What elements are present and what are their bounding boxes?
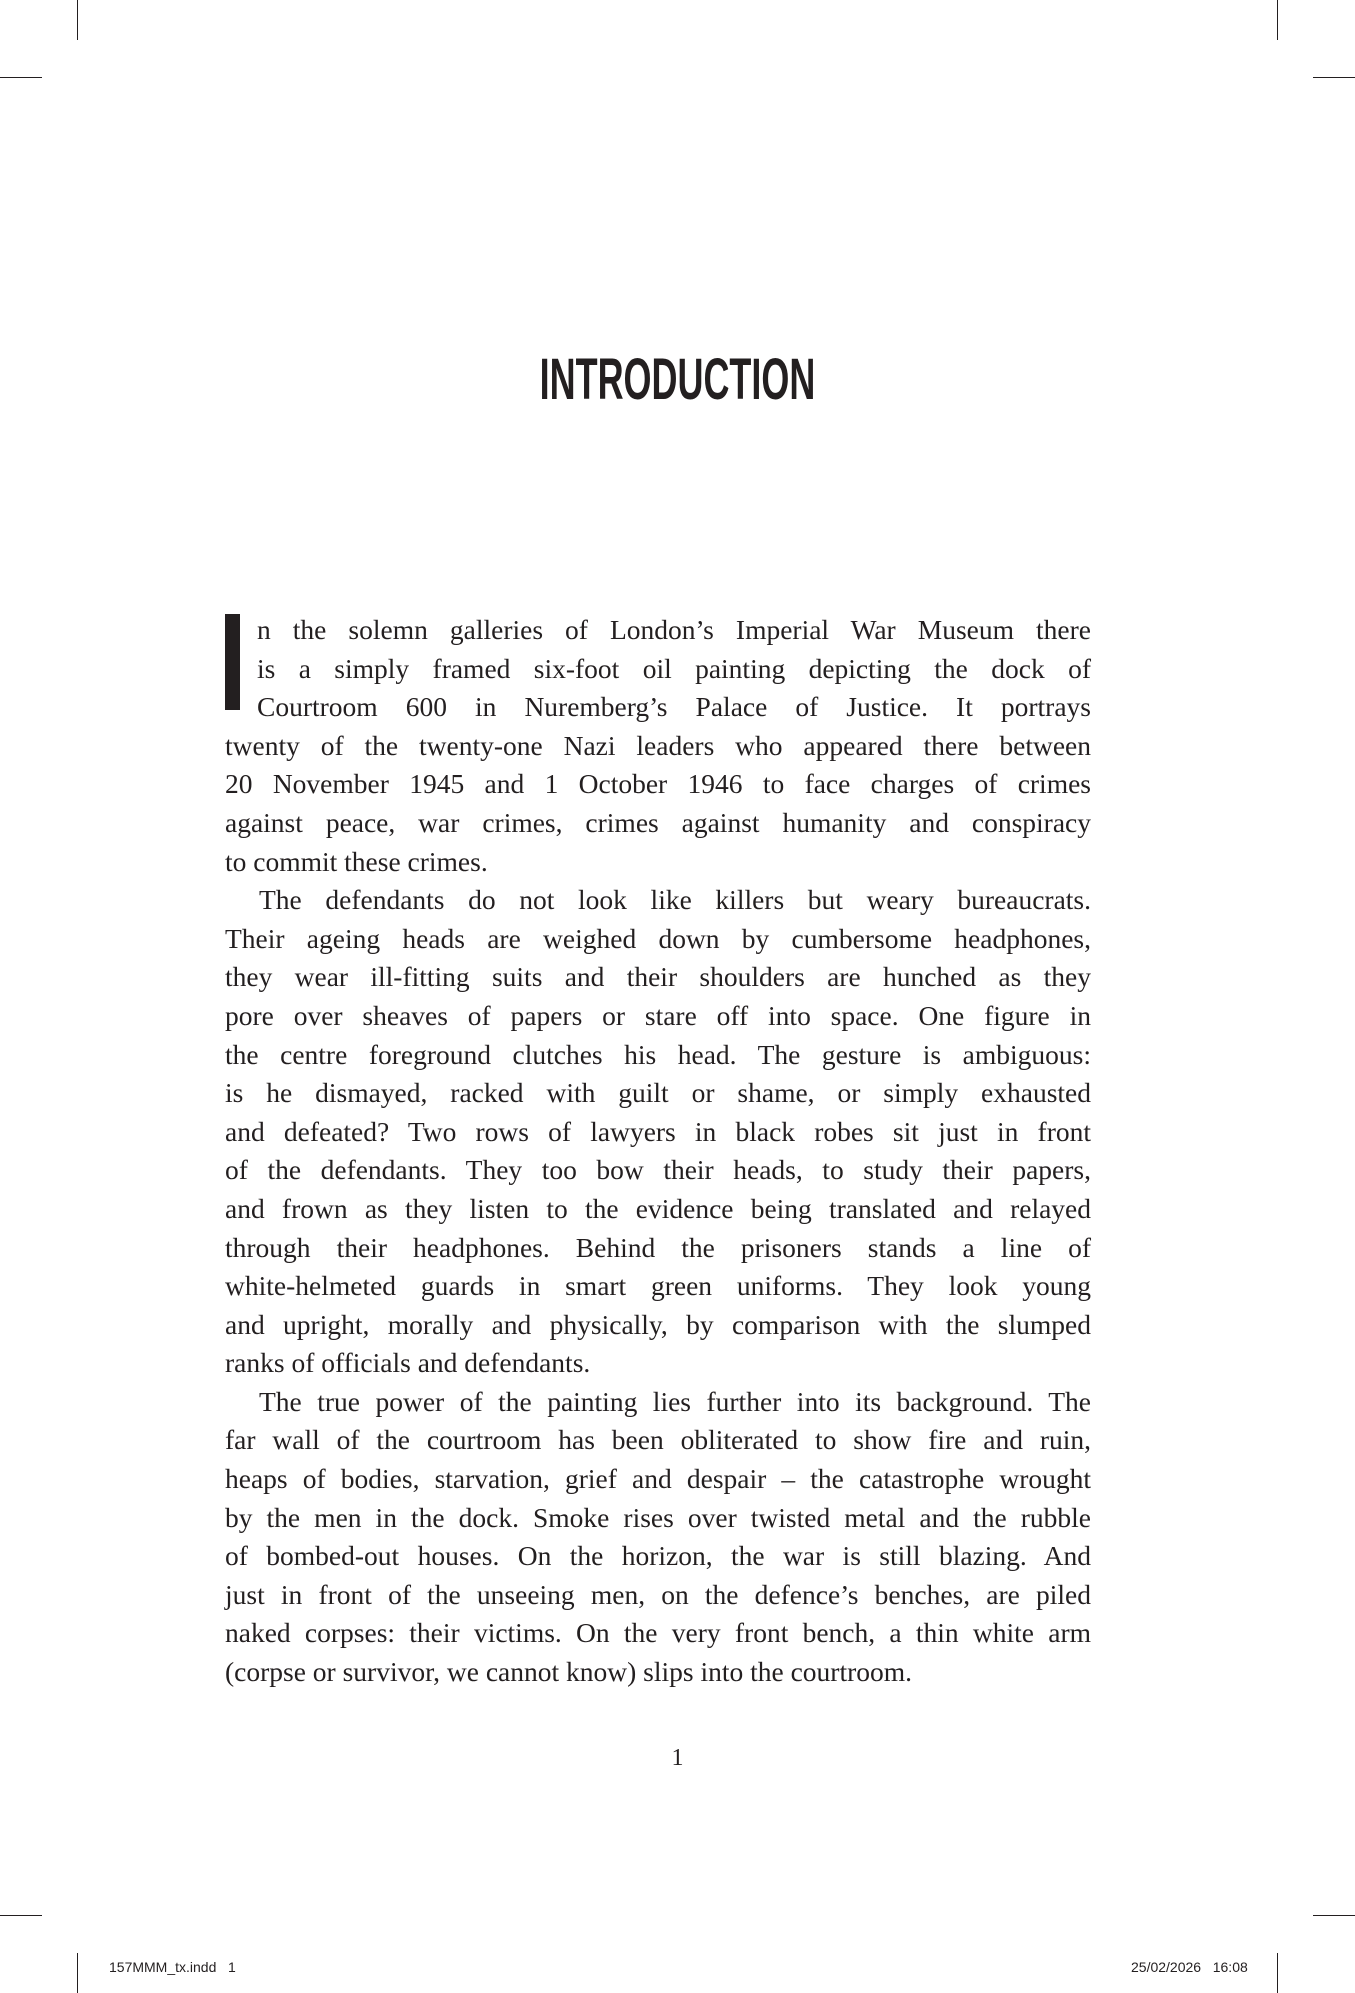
paragraph-line: far wall of the courtroom has been obliterated to show fire and ruin, <box>225 1424 1091 1456</box>
paragraph-line: of the defendants. They too bow their heads, to study their papers, <box>225 1154 1091 1186</box>
paragraph-line: The defendants do not look like killers but weary bureaucrats. <box>259 884 1091 916</box>
crop-mark-bottom-left <box>77 1953 78 1993</box>
paragraph-line: twenty of the twenty-one Nazi leaders who appeared there between <box>225 729 1091 761</box>
paragraph-line: they wear ill-fitting suits and their shoulders are hunched as they <box>225 961 1091 993</box>
paragraph-line: 20 November 1945 and 1 October 1946 to face charges of crimes <box>225 768 1091 800</box>
paragraph-line: and defeated? Two rows of lawyers in black robes sit just in front <box>225 1115 1091 1147</box>
chapter-title: INTRODUCTION <box>539 347 816 412</box>
paragraph-line: white-helmeted guards in smart green uniforms. They look young <box>225 1270 1091 1302</box>
crop-mark-left-bottom <box>0 1915 42 1916</box>
crop-mark-top-left <box>77 0 78 40</box>
paragraph-line: is a simply framed six-foot oil painting depicting the dock of <box>257 652 1091 684</box>
page-number: 1 <box>671 1745 684 1771</box>
paragraph-line: Courtroom 600 in Nuremberg’s Palace of Justice. It portrays <box>257 691 1091 723</box>
paragraph-line: through their headphones. Behind the prisoners stands a line of <box>225 1231 1091 1263</box>
crop-mark-right-bottom <box>1313 1915 1355 1916</box>
paragraph-line: The true power of the painting lies further into its background. The <box>259 1385 1091 1417</box>
paragraph-line: naked corpses: their victims. On the very front bench, a thin white arm <box>225 1617 1091 1649</box>
crop-mark-top-right <box>1277 0 1278 40</box>
paragraph-line: just in front of the unseeing men, on the defence’s benches, are piled <box>225 1578 1091 1610</box>
paragraph-line: to commit these crimes. <box>225 845 488 877</box>
crop-mark-left-top <box>0 77 42 78</box>
paragraph-line: the centre foreground clutches his head. The gesture is ambiguous: <box>225 1038 1091 1070</box>
body-text <box>225 611 1091 1692</box>
paragraph-line: and upright, morally and physically, by comparison with the slumped <box>225 1308 1091 1340</box>
paragraph-line: and frown as they listen to the evidence being translated and relayed <box>225 1192 1091 1224</box>
drop-cap <box>225 614 240 710</box>
paragraph-line: n the solemn galleries of London’s Imperial War Museum there <box>257 614 1091 645</box>
paragraph-line: is he dismayed, racked with guilt or shame, or simply exhausted <box>225 1077 1091 1109</box>
slug-timestamp: 25/02/2026 16:08 <box>1131 1959 1248 1975</box>
paragraph-line: pore over sheaves of papers or stare off into space. One figure in <box>225 999 1091 1031</box>
paragraph-line: against peace, war crimes, crimes against humanity and conspiracy <box>225 806 1091 838</box>
paragraph-line: of bombed-out houses. On the horizon, the war is still blazing. And <box>225 1540 1091 1572</box>
crop-mark-bottom-right <box>1277 1953 1278 1993</box>
paragraph-line: by the men in the dock. Smoke rises over twisted metal and the rubble <box>225 1501 1091 1533</box>
crop-mark-right-top <box>1313 77 1355 78</box>
paragraph-line: (corpse or survivor, we cannot know) slips into the courtroom. <box>225 1656 913 1688</box>
paragraph-line: Their ageing heads are weighed down by cumbersome headphones, <box>225 922 1091 954</box>
paragraph-line: ranks of officials and defendants. <box>225 1347 591 1379</box>
slug-file-name: 157MMM_tx.indd 1 <box>109 1959 236 1975</box>
paragraph-line: heaps of bodies, starvation, grief and despair – the catastrophe wrought <box>225 1463 1091 1495</box>
